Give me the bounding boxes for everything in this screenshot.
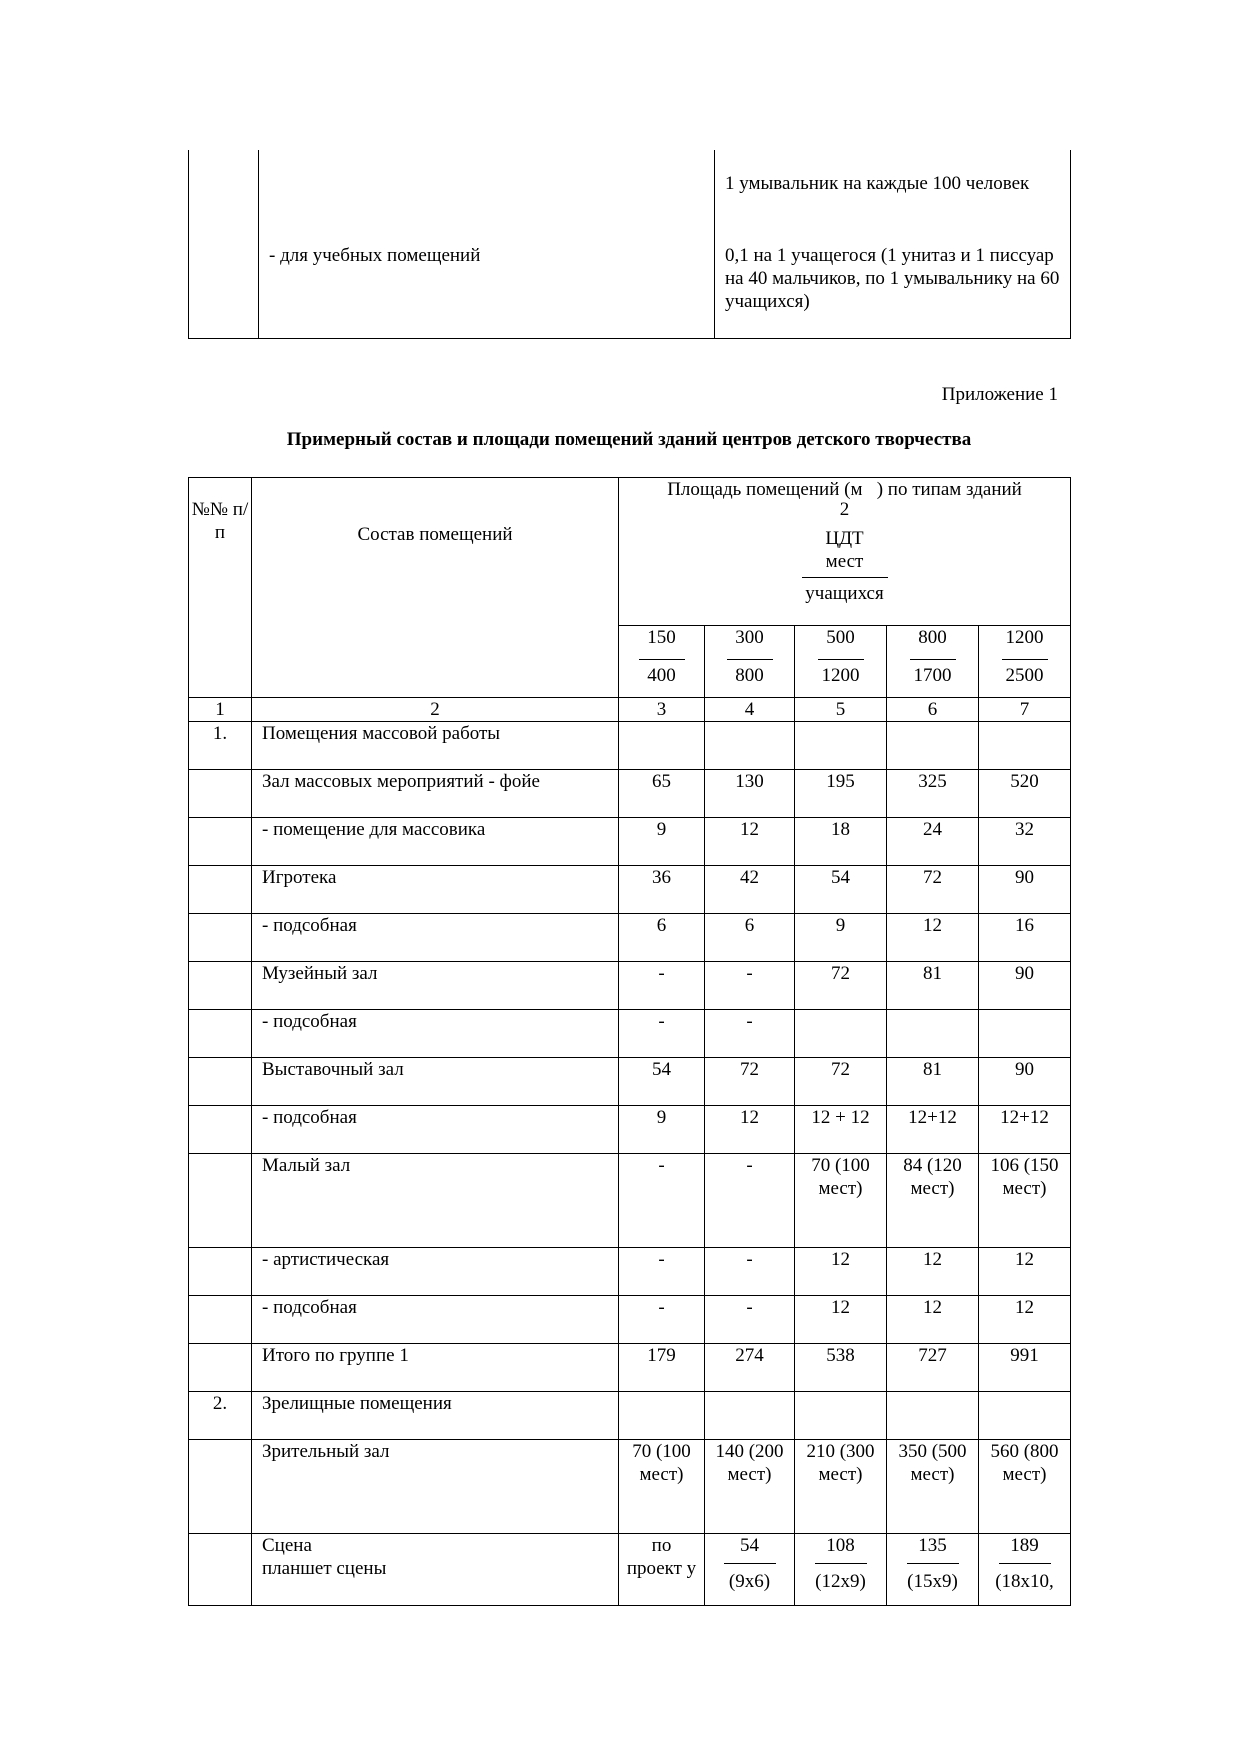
row-num: [189, 1248, 252, 1296]
table-row: [189, 1534, 1071, 1606]
row-value: 42: [705, 866, 795, 914]
row-value: -: [619, 1248, 705, 1296]
row-num: [189, 866, 252, 914]
row-num: [189, 1058, 252, 1106]
type-cell: 1200 2500: [979, 626, 1071, 698]
row-name: Итого по группе 1: [252, 1344, 619, 1392]
row-value: 32: [979, 818, 1071, 866]
row-value: -: [705, 962, 795, 1010]
row-value: [795, 722, 887, 770]
row-name: Сцена планшет сцены: [252, 1534, 619, 1606]
type-cell: 500 1200: [795, 626, 887, 698]
fragment-text: - для учебных помещений: [259, 244, 715, 338]
row-name: - подсобная: [252, 1010, 619, 1058]
column-number-row: [189, 698, 1071, 722]
row-value: 54: [619, 1058, 705, 1106]
row-value: [795, 1010, 887, 1058]
row-value: 12: [795, 1296, 887, 1344]
header-area-text: Площадь помещений (м ) по типам зданий: [667, 479, 1022, 500]
table-row: [189, 1058, 1071, 1106]
table-row: [189, 1106, 1071, 1154]
row-value: 130: [705, 770, 795, 818]
row-value: 195: [795, 770, 887, 818]
table-row: [189, 1344, 1071, 1392]
row-value: [887, 722, 979, 770]
header-num: №№ п/п: [189, 478, 252, 698]
row-value: [705, 1392, 795, 1440]
row-value: 90: [979, 866, 1071, 914]
row-name: Зрительный зал: [252, 1440, 619, 1534]
fragment-cell: [259, 150, 715, 244]
row-value: 70 (100 мест): [619, 1440, 705, 1534]
header-students: учащихся: [805, 583, 884, 604]
row-value: 81: [887, 962, 979, 1010]
table-row: [189, 818, 1071, 866]
row-value: 12: [887, 1248, 979, 1296]
row-name: - подсобная: [252, 914, 619, 962]
col-number: 7: [979, 698, 1071, 722]
row-value: [705, 722, 795, 770]
row-num: [189, 818, 252, 866]
col-number: 4: [705, 698, 795, 722]
row-value: 108 (12х9): [795, 1534, 887, 1606]
row-value: [795, 1392, 887, 1440]
row-value: 727: [887, 1344, 979, 1392]
row-num: 2.: [189, 1392, 252, 1440]
row-num: [189, 1344, 252, 1392]
row-num: 1.: [189, 722, 252, 770]
row-name: - артистическая: [252, 1248, 619, 1296]
row-value: по проект у: [619, 1534, 705, 1606]
row-value: 16: [979, 914, 1071, 962]
fragment-text: 0,1 на 1 учащегося (1 унитаз и 1 писсуар на 40 мальчиков, по 1 умывальнику на 60 учащихся): [715, 244, 1071, 338]
type-cell: 150 400: [619, 626, 705, 698]
row-value: 538: [795, 1344, 887, 1392]
fraction-line: [802, 577, 888, 578]
row-value: 81: [887, 1058, 979, 1106]
col-number: 1: [189, 698, 252, 722]
col-number: 2: [252, 698, 619, 722]
row-value: 189 (18х10,: [979, 1534, 1071, 1606]
row-value: 12: [887, 914, 979, 962]
table-row: [189, 1154, 1071, 1248]
row-value: 560 (800 мест): [979, 1440, 1071, 1534]
table-body: [189, 722, 1071, 1534]
row-value: 12: [979, 1296, 1071, 1344]
row-value: [619, 1392, 705, 1440]
page-title: Примерный состав и площади помещений зданий центров детского творчества: [286, 429, 972, 450]
row-value: 140 (200 мест): [705, 1440, 795, 1534]
row-value: 90: [979, 1058, 1071, 1106]
row-value: -: [705, 1248, 795, 1296]
row-value: 72: [795, 1058, 887, 1106]
table-row: [189, 722, 1071, 770]
row-value: 274: [705, 1344, 795, 1392]
row-value: 72: [887, 866, 979, 914]
row-name: Музейный зал: [252, 962, 619, 1010]
header-mest: мест: [825, 551, 864, 572]
table-row: [189, 962, 1071, 1010]
row-value: 9: [795, 914, 887, 962]
row-value: 325: [887, 770, 979, 818]
row-value: 12: [705, 818, 795, 866]
header-rooms: Состав помещений: [252, 478, 619, 698]
fragment-text: 1 умывальник на каждые 100 человек: [715, 150, 1071, 244]
row-value: -: [619, 1296, 705, 1344]
row-value: 520: [979, 770, 1071, 818]
row-value: 9: [619, 1106, 705, 1154]
row-value: 18: [795, 818, 887, 866]
row-value: -: [705, 1296, 795, 1344]
row-value: 12+12: [887, 1106, 979, 1154]
row-name: Игротека: [252, 866, 619, 914]
row-num: [189, 1440, 252, 1534]
row-value: 36: [619, 866, 705, 914]
row-value: 106 (150 мест): [979, 1154, 1071, 1248]
table-row: [189, 914, 1071, 962]
row-name: Малый зал: [252, 1154, 619, 1248]
row-value: 90: [979, 962, 1071, 1010]
row-value: 12: [795, 1248, 887, 1296]
row-name: - помещение для массовика: [252, 818, 619, 866]
row-value: 72: [795, 962, 887, 1010]
row-num: [189, 1154, 252, 1248]
row-value: 65: [619, 770, 705, 818]
table-row: [189, 1392, 1071, 1440]
type-cell: 300 800: [705, 626, 795, 698]
row-value: 135 (15х9): [887, 1534, 979, 1606]
row-value: [619, 722, 705, 770]
row-value: 84 (120 мест): [887, 1154, 979, 1248]
table-row: [189, 1010, 1071, 1058]
row-name: Зал массовых мероприятий - фойе: [252, 770, 619, 818]
row-value: [979, 1010, 1071, 1058]
rooms-table: [188, 477, 1071, 1606]
row-value: 54: [795, 866, 887, 914]
table-row: [189, 866, 1071, 914]
row-value: 210 (300 мест): [795, 1440, 887, 1534]
col-number: 5: [795, 698, 887, 722]
row-name: - подсобная: [252, 1296, 619, 1344]
row-value: 179: [619, 1344, 705, 1392]
table-row: [189, 1248, 1071, 1296]
table-row: [189, 770, 1071, 818]
row-name: Выставочный зал: [252, 1058, 619, 1106]
row-name: Зрелищные помещения: [252, 1392, 619, 1440]
row-num: [189, 1106, 252, 1154]
row-value: 72: [705, 1058, 795, 1106]
row-value: 12+12: [979, 1106, 1071, 1154]
col-number: 6: [887, 698, 979, 722]
row-name: - подсобная: [252, 1106, 619, 1154]
row-value: -: [619, 962, 705, 1010]
row-value: -: [619, 1010, 705, 1058]
fragment-table: [188, 150, 1071, 339]
table-row: [189, 1296, 1071, 1344]
fragment-cell: [189, 244, 259, 338]
row-num: [189, 962, 252, 1010]
row-value: 24: [887, 818, 979, 866]
row-value: [979, 722, 1071, 770]
appendix-label: Приложение 1: [941, 384, 1058, 405]
type-cell: 800 1700: [887, 626, 979, 698]
row-value: 12: [705, 1106, 795, 1154]
row-value: [887, 1392, 979, 1440]
header-cdt: ЦДТ: [825, 528, 864, 549]
row-value: [887, 1010, 979, 1058]
row-value: -: [705, 1010, 795, 1058]
row-value: 6: [619, 914, 705, 962]
row-value: 70 (100 мест): [795, 1154, 887, 1248]
row-value: 12: [887, 1296, 979, 1344]
row-value: 9: [619, 818, 705, 866]
row-num: [189, 914, 252, 962]
row-name: Помещения массовой работы: [252, 722, 619, 770]
fragment-cell: [189, 150, 259, 244]
row-value: -: [705, 1154, 795, 1248]
row-value: 991: [979, 1344, 1071, 1392]
row-value: 6: [705, 914, 795, 962]
row-value: 12 + 12: [795, 1106, 887, 1154]
row-num: [189, 1010, 252, 1058]
table-row: [189, 1440, 1071, 1534]
row-value: [979, 1392, 1071, 1440]
row-num: [189, 1296, 252, 1344]
header-area: [619, 478, 1071, 626]
header-area-sup: 2: [839, 499, 850, 520]
row-num: [189, 1534, 252, 1606]
col-number: 3: [619, 698, 705, 722]
row-value: 12: [979, 1248, 1071, 1296]
row-num: [189, 770, 252, 818]
row-value: 54 (9х6): [705, 1534, 795, 1606]
row-value: 350 (500 мест): [887, 1440, 979, 1534]
row-value: -: [619, 1154, 705, 1248]
